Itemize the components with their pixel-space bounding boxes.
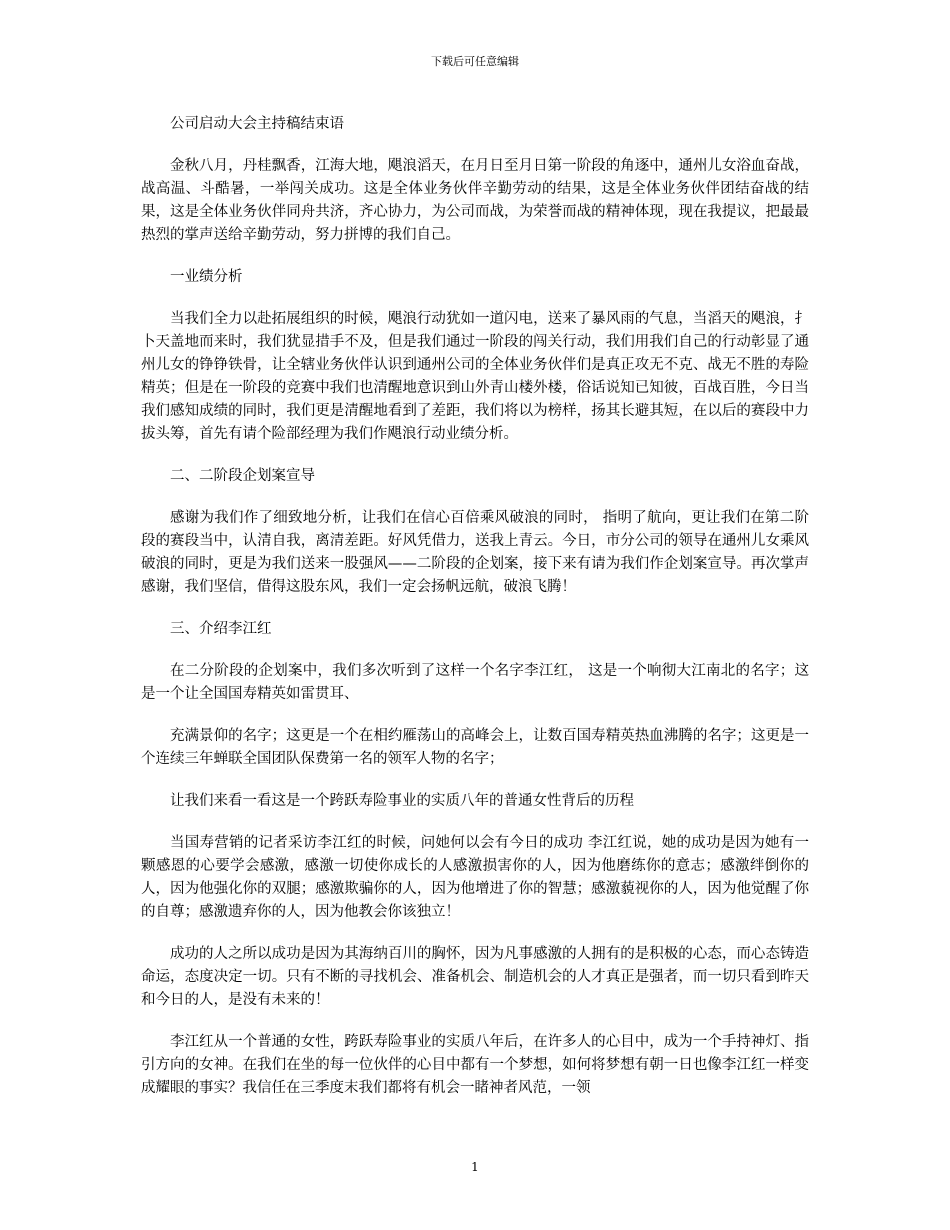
section-heading-introduction: 三、介绍李江红: [170, 621, 272, 637]
paragraph-dream: 李江红从一个普通的女性，跨跃寿险事业的实质八年后，在许多人的心目中，成为一个手持神灯、指引方向的女神。在我们在坐的每一位伙伴的心目中都有一个梦想，如何将梦想有朝一日也像李江红一样变成耀眼的事实？我信任在三季度末我们都将有机会一睹神者风范，一领: [141, 1034, 809, 1096]
page-number: 1: [471, 1160, 479, 1174]
document-title: 公司启动大会主持稿结束语: [170, 116, 344, 132]
document-body: [141, 113, 809, 1119]
paragraph-performance: 当我们全力以赴拓展组织的时候，飓浪行动犹如一道闪电，送来了暴风雨的气息，当滔天的飓浪，扌卜天盖地而来时，我们犹显措手不及，但是我们通过一阶段的闯关行动，我们用我们自己的行动彰显了通州儿女的铮铮铁骨，让全辖业务伙伴认识到通州公司的全体业务伙伴们是真正攻无不克、战无不胜的寿险精英；但是在一阶段的竞赛中我们也清醒地意识到山外青山楼外楼，俗话说知已知彼，百战百胜，今日当我们感知成绩的同时，我们更是清醒地看到了差距，我们将以为榜样，扬其长避其短，在以后的赛段中力拔头筹，首先有请个险部经理为我们作飓浪行动业绩分析。: [141, 311, 809, 442]
paragraph-opening: 金秋八月，丹桂飘香，江海大地，飓浪滔天，在月日至月日第一阶段的角逐中，通州儿女浴血奋战，战高温、斗酷暑，一举闯关成功。这是全体业务伙伴辛勤劳动的结果，这是全体业务伙伴团结奋战的结果，这是全体业务伙伴同舟共济，齐心协力，为公司而战，为荣誉而战的精神体现，现在我提议，把最最热烈的掌声送给辛勤劳动，努力拼博的我们自己。: [141, 158, 809, 243]
section-heading-plan: 二、二阶段企划案宣导: [170, 468, 315, 484]
page-header: 下载后可任意编辑: [431, 55, 519, 68]
paragraph-gratitude: 当国寿营销的记者采访李江红的时候，问她何以会有今日的成功 李江红说，她的成功是因为她有一颗感恩的心要学会感激，感激一切使你成长的人感激损害你的人，因为他磨练你的意志；感激绊倒你的人，因为他强化你的双腿；感激欺骗你的人，因为他增进了你的智慧；感激藐视你的人，因为他觉醒了你的自尊；感激遗弃你的人，因为他教会你该独立！: [141, 835, 809, 920]
paragraph-introduction-1: 在二分阶段的企划案中，我们多次听到了这样一个名字李江红， 这是一个响彻大江南北的名字；这是一个让全国国寿精英如雷贯耳、: [141, 663, 809, 702]
paragraph-introduction-2: 充满景仰的名字；这更是一个在相约雁荡山的高峰会上，让数百国寿精英热血沸腾的名字；这更是一个连续三年蝉联全国团队保费第一名的领军人物的名字；: [141, 728, 809, 767]
section-heading-performance: 一业绩分析: [170, 269, 243, 285]
paragraph-plan: 感谢为我们作了细致地分析，让我们在信心百倍乘风破浪的同时， 指明了航向，更让我们在第二阶段的赛段当中，认清自我，离清差距。好风凭借力，送我上青云。今日，市分公司的领导在通州儿女乘风破浪的同时，更是为我们送来一股强风——二阶段的企划案，接下来有请为我们作企划案宣导。再次掌声感谢，我们坚信，借得这股东风，我们一定会扬帆远航，破浪飞腾！: [141, 510, 809, 595]
paragraph-success: 成功的人之所以成功是因为其海纳百川的胸怀，因为凡事感激的人拥有的是积极的心态，而心态铸造命运，态度决定一切。只有不断的寻找机会、准备机会、制造机会的人才真正是强者，而一切只看到昨天和今日的人，是没有未来的！: [141, 946, 809, 1008]
paragraph-introduction-3: 让我们来看一看这是一个跨跃寿险事业的实质八年的普通女性背后的历程: [170, 793, 634, 809]
